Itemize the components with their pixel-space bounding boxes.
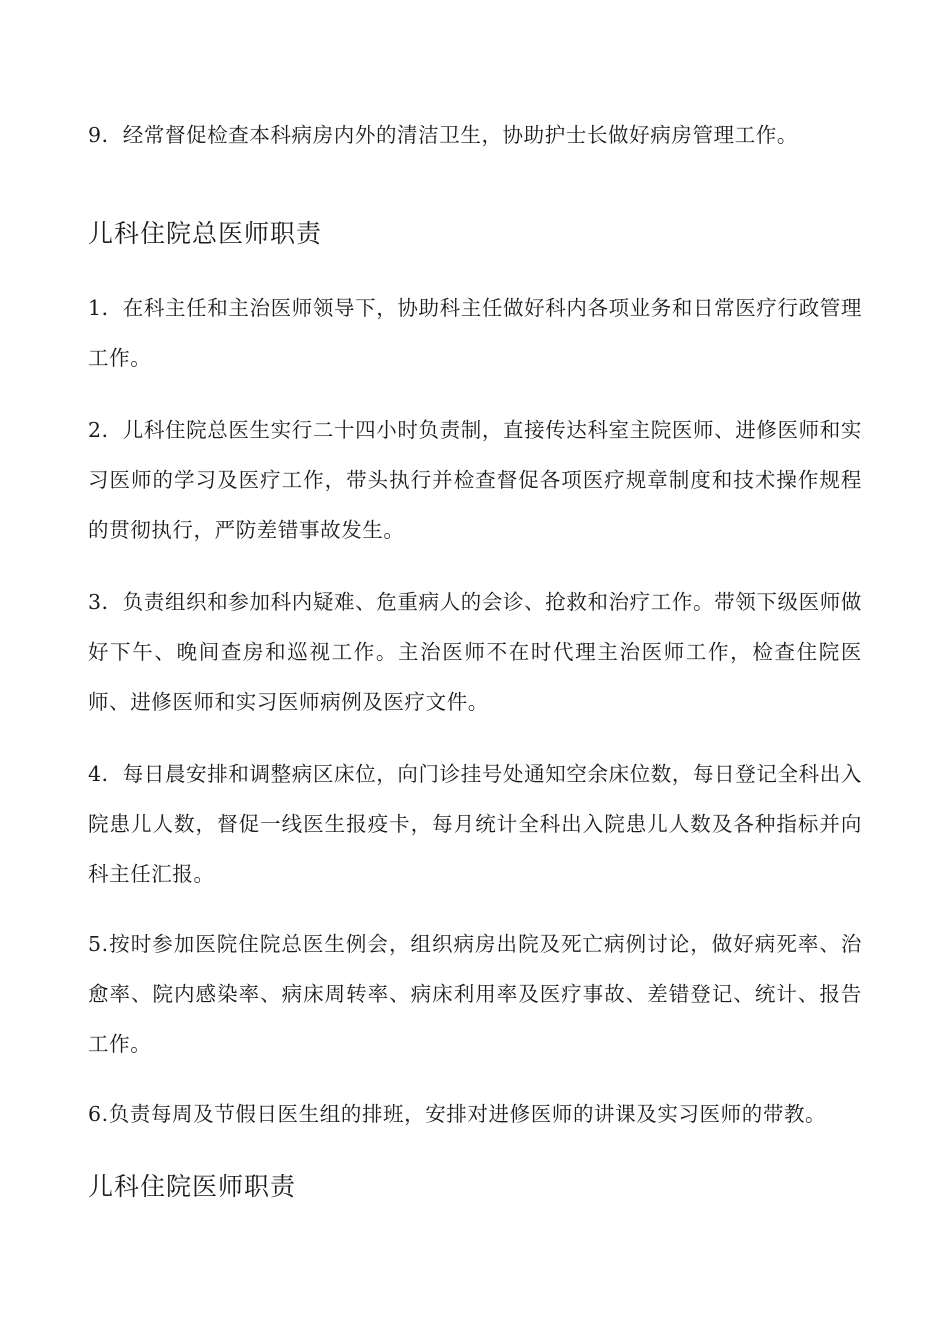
paragraph-chief-item-5: 5.按时参加医院住院总医生例会，组织病房出院及死亡病例讨论，做好病死率、治愈率、院内感染率、病床周转率、病床利用率及医疗事故、差错登记、统计、报告工作。 — [88, 932, 862, 1056]
section-heading-chief-resident: 儿科住院总医师职责 — [88, 219, 323, 248]
paragraph-chief-item-2: 2．儿科住院总医生实行二十四小时负责制，直接传达科室主院医师、进修医师和实习医师的学习及医疗工作，带头执行并检查督促各项医疗规章制度和技术操作规程的贯彻执行，严防差错事故发生。 — [88, 418, 862, 542]
section-heading-resident: 儿科住院医师职责 — [88, 1172, 297, 1201]
paragraph-chief-item-1: 1．在科主任和主治医师领导下，协助科主任做好科内各项业务和日常医疗行政管理工作。 — [88, 296, 862, 370]
paragraph-chief-item-6: 6.负责每周及节假日医生组的排班，安排对进修医师的讲课及实习医师的带教。 — [88, 1102, 827, 1126]
paragraph-chief-item-4: 4．每日晨安排和调整病区床位，向门诊挂号处通知空余床位数，每日登记全科出入院患儿人数，督促一线医生报疫卡，每月统计全科出入院患儿人数及各种指标并向科主任汇报。 — [88, 762, 862, 886]
paragraph-chief-item-3: 3．负责组织和参加科内疑难、危重病人的会诊、抢救和治疗工作。带领下级医师做好下午、晚间查房和巡视工作。主治医师不在时代理主治医师工作，检查住院医师、进修医师和实习医师病例及医疗文件。 — [88, 590, 862, 714]
paragraph-item-9: 9．经常督促检查本科病房内外的清洁卫生，协助护士长做好病房管理工作。 — [88, 123, 798, 147]
